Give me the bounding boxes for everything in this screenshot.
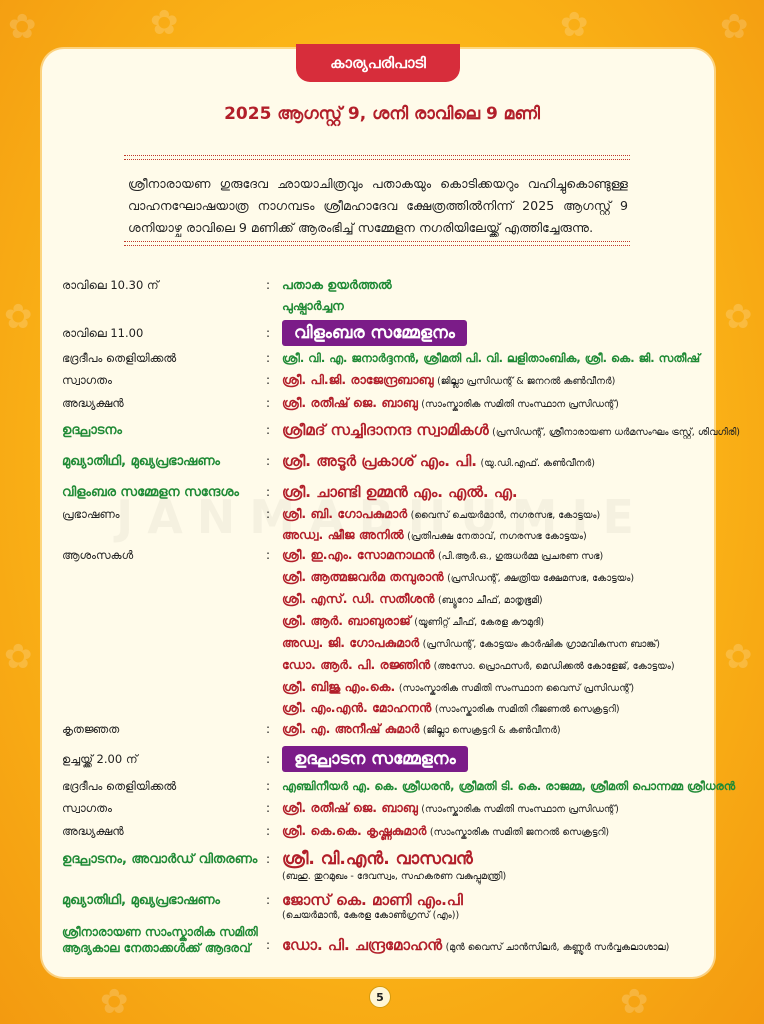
agenda-row: ആദ്യകാല നേതാക്കൾക്ക് ആദരവ് : ഡോ. പി. ചന്ദ്രമോഹൻ (മുൻ വൈസ് ചാൻസിലർ, കണ്ണൂർ സർവ്വകലാശാല) [62,936,670,955]
page-number: 5 [369,986,391,1008]
person-name: ശ്രീ. അടൂർ പ്രകാശ് എം. പി. [282,452,477,470]
person-role: (ചെയർമാൻ, കേരള കോൺഗ്രസ് (എം)) [282,910,460,921]
person-name: ശ്രീ. ആത്മജവർമ തമ്പുരാൻ [282,569,444,584]
session-title: ഉദ്ഘാടന സമ്മേളനം [282,746,468,772]
agenda-value: പുഷ്പാർച്ചന [282,298,344,313]
agenda-row [0,568,764,586]
agenda-label: മുഖ്യാതിഥി, മുഖ്യപ്രഭാഷണം [62,892,221,908]
person-role: (പ്രസിഡന്റ്, ക്ഷത്രിയ ക്ഷേമസഭ, കോട്ടയം) [447,573,635,584]
agenda-row: അദ്ധ്യക്ഷൻ : ശ്രീ. കെ.കെ. കൃഷ്ണകുമാർ (സാംസ്കാരിക സമിതി ജനറൽ സെക്രട്ടറി) [62,823,610,838]
agenda-row: സ്വാഗതം : ശ്രീ. പി.ജി. രാജേന്ദ്രബാബു (ജില്ലാ പ്രസിഡന്റ് & ജനറൽ കൺവീനർ) [62,372,616,387]
person-name: ശ്രീ. ചാണ്ടി ഉമ്മൻ എം. എൽ. എ. [282,483,518,501]
background-flower-pattern: ✿ [100,982,129,1022]
person-name: ശ്രീ. രതീഷ് ജെ. ബാബു [282,800,418,815]
person-name: ശ്രീ. എം.എൻ. മോഹനൻ [282,700,432,715]
agenda-label: അദ്ധ്യക്ഷൻ [62,395,124,410]
agenda-row: ഭദ്രദീപം തെളിയിക്കൽ : എഞ്ചിനീയർ എ. കെ. ശ്രീധരൻ, ശ്രീമതി ടി. കെ. രാജമ്മ, ശ്രീമതി പൊന്നമ്മ ശ്രീധരൻ [62,778,736,793]
person-role: (യൂണിറ്റ് ചീഫ്, കേരള കൗമുദി) [414,617,545,628]
agenda-row [0,656,764,674]
agenda-row: വിളംബര സമ്മേളന സന്ദേശം : ശ്രീ. ചാണ്ടി ഉമ്മൻ എം. എൽ. എ. [62,483,518,501]
agenda-value: പതാക ഉയർത്തൽ [282,277,392,292]
event-date: 2025 ആഗസ്റ്റ് 9, ശനി രാവിലെ 9 മണി [224,104,540,124]
agenda-label: കൃതജ്ഞത [62,721,120,736]
person-role: (പ്രതിപക്ഷ നേതാവ്, നഗരസഭ കോട്ടയം) [407,531,587,542]
background-flower-pattern: ✿ [4,637,33,677]
person-role: (സാംസ്കാരിക സമിതി സംസ്ഥാന പ്രസിഡന്റ്) [421,804,619,815]
person-role: (ജില്ലാ സെക്രട്ടറി & കൺവീനർ) [422,725,561,736]
person-name: അഡ്വ. ജി. ഗോപകുമാർ [282,635,420,650]
agenda-row: ഭദ്രദീപം തെളിയിക്കൽ : ശ്രീ. വി. എ. ജനാർദ്ദനൻ, ശ്രീമതി പി. വി. ലളിതാംബിക, ശ്രീ. കെ. ജി. സതീഷ് [62,350,701,365]
agenda-label: ആദ്യകാല നേതാക്കൾക്ക് ആദരവ് [62,941,251,955]
person-name: ശ്രീ. ബി. ഗോപകുമാർ [282,506,408,521]
person-role: (അസോ. പ്രൊഫസർ, മെഡിക്കൽ കോളേജ്, കോട്ടയം) [433,661,675,672]
agenda-row: അദ്ധ്യക്ഷൻ : ശ്രീ. രതീഷ് ജെ. ബാബു (സാംസ്കാരിക സമിതി സംസ്ഥാന പ്രസിഡന്റ്) [62,395,619,410]
agenda-label: ശ്രീനാരായണ സാംസ്കാരിക സമിതി [62,924,258,939]
agenda-row [0,298,764,314]
agenda-label: ഉദ്ഘാടനം [62,422,122,438]
person-name: ശ്രീ. ബിജു എം.കെ. [282,679,396,694]
agenda-label: അദ്ധ്യക്ഷൻ [62,823,124,838]
divider [124,155,630,160]
agenda-row: കൃതജ്ഞത : ശ്രീ. എ. അനീഷ് കുമാർ (ജില്ലാ സെക്രട്ടറി & കൺവീനർ) [62,721,561,736]
person-name: ഡോ. ആർ. പി. രജ്ഞിൻ [282,657,431,672]
agenda-row [0,699,764,717]
background-flower-pattern: ✿ [724,637,753,677]
agenda-row: മുഖ്യാതിഥി, മുഖ്യപ്രഭാഷണം : ശ്രീ. അടൂർ പ്രകാശ് എം. പി. (യു.ഡി.എഫ്. കൺവീനർ) [62,452,595,470]
agenda-label: മുഖ്യാതിഥി, മുഖ്യപ്രഭാഷണം [62,453,221,469]
person-role: (യു.ഡി.എഫ്. കൺവീനർ) [480,458,595,469]
agenda-label: ഉച്ചയ്ക്ക് 2.00 ന് [62,751,138,766]
agenda-label: സ്വാഗതം [62,800,112,815]
agenda-label: വിളംബര സമ്മേളന സന്ദേശം [62,484,239,500]
agenda-row: രാവിലെ 10.30 ന് : പതാക ഉയർത്തൽ [62,277,392,292]
person-role: (പ്രസിഡന്റ്, ശ്രീനാരായണ ധർമസംഘം ട്രസ്റ്റ്, ശിവഗിരി) [492,427,740,438]
person-role: (ബ്യൂറോ ചീഫ്, മാതൃഭൂമി) [437,595,543,606]
agenda-row: പ്രഭാഷണം : ശ്രീ. ബി. ഗോപകുമാർ (വൈസ് ചെയർമാൻ, നഗരസഭ, കോട്ടയം) [62,506,601,521]
agenda-row [0,590,764,608]
person-name: ശ്രീ. കെ.കെ. കൃഷ്ണകുമാർ [282,823,427,838]
agenda-row: സ്വാഗതം : ശ്രീ. രതീഷ് ജെ. ബാബു (സാംസ്കാരിക സമിതി സംസ്ഥാന പ്രസിഡന്റ്) [62,800,619,815]
agenda-row [0,612,764,630]
agenda-label: രാവിലെ 10.30 ന് [62,277,159,292]
session-title: വിളംബര സമ്മേളനം [282,320,467,346]
background-flower-pattern: ✿ [720,7,749,47]
agenda-row: ഉദ്ഘാടനം : ശ്രീമദ് സച്ചിദാനന്ദ സ്വാമികൾ (പ്രസിഡന്റ്, ശ്രീനാരായണ ധർമസംഘം ട്രസ്റ്റ്, ശിവഗിരി) [62,421,740,439]
agenda-label: ഉദ്ഘാടനം, അവാർഡ് വിതരണം [62,851,258,867]
person-name: അഡ്വ. ഷീജ അനിൽ [282,527,404,542]
person-name: ശ്രീ. ഇ.എം. സോമനാഥൻ [282,547,435,562]
person-name: ഡോ. പി. ചന്ദ്രമോഹൻ [282,936,443,954]
person-name: ശ്രീ. രതീഷ് ജെ. ബാബു [282,395,418,410]
agenda-row: ആശംസകൾ : ശ്രീ. ഇ.എം. സോമനാഥൻ (പി.ആർ.ഒ., ഗുരുധർമ്മ പ്രചരണ സഭ) [62,547,604,562]
background-flower-pattern: ✿ [4,297,33,337]
background-flower-pattern: ✿ [150,3,179,43]
person-role: (ബഹു. തുറമുഖം - ദേവസ്വം, സഹകരണ വകുപ്പുമന്ത്രി) [282,871,507,882]
person-role: (സാംസ്കാരിക സമിതി സംസ്ഥാന വൈസ് പ്രസിഡന്റ്) [398,683,635,694]
agenda-label: രാവിലെ 11.00 [62,325,144,340]
person-name: ശ്രീമദ് സച്ചിദാനന്ദ സ്വാമികൾ [282,421,489,439]
agenda-label: സ്വാഗതം [62,372,112,387]
agenda-value: എഞ്ചിനീയർ എ. കെ. ശ്രീധരൻ, ശ്രീമതി ടി. കെ. രാജമ്മ, ശ്രീമതി പൊന്നമ്മ ശ്രീധരൻ [282,778,736,793]
person-name: ശ്രീ. എസ്. ഡി. സതീശൻ [282,591,435,606]
agenda-value: ശ്രീ. വി. എ. ജനാർദ്ദനൻ, ശ്രീമതി പി. വി. ലളിതാംബിക, ശ്രീ. കെ. ജി. സതീഷ് [282,350,701,365]
person-name: ശ്രീ. ആർ. ബാബുരാജ് [282,613,411,628]
section-tab: കാര്യപരിപാടി [296,44,460,82]
agenda-label: പ്രഭാഷണം [62,506,120,521]
background-flower-pattern: ✿ [724,297,753,337]
person-name: ശ്രീ. വി.എൻ. വാസവൻ [282,849,473,869]
agenda-label: ഭദ്രദീപം തെളിയിക്കൽ [62,778,177,793]
person-role: (മുൻ വൈസ് ചാൻസിലർ, കണ്ണൂർ സർവ്വകലാശാല) [445,942,670,953]
person-role: (സാംസ്കാരിക സമിതി സംസ്ഥാന പ്രസിഡന്റ്) [421,399,619,410]
person-role: (വൈസ് ചെയർമാൻ, നഗരസഭ, കോട്ടയം) [410,510,601,521]
agenda-row: ഉദ്ഘാടനം, അവാർഡ് വിതരണം : ശ്രീ. വി.എൻ. വാസവൻ [62,849,473,869]
person-name: ശ്രീ. പി.ജി. രാജേന്ദ്രബാബു [282,372,434,387]
agenda-row: രാവിലെ 11.00 : വിളംബര സമ്മേളനം [0,319,764,347]
divider [124,241,630,246]
person-role: (സാംസ്കാരിക സമിതി ജനറൽ സെക്രട്ടറി) [429,827,610,838]
person-name: ശ്രീ. എ. അനീഷ് കുമാർ [282,721,420,736]
person-role: (പ്രസിഡന്റ്, കോട്ടയം കാർഷിക ഗ്രാമവികസന ബാങ്ക്) [422,639,660,650]
agenda-label: ആശംസകൾ [62,547,134,562]
agenda-row [0,526,764,544]
person-name: ജോസ് കെ. മാണി എം.പി [282,891,463,909]
agenda-label: ഭദ്രദീപം തെളിയിക്കൽ [62,350,177,365]
agenda-row: ഉച്ചയ്ക്ക് 2.00 ന് : ഉദ്ഘാടന സമ്മേളനം [0,744,764,774]
agenda-row [0,678,764,696]
background-flower-pattern: ✿ [620,982,649,1022]
background-flower-pattern: ✿ [8,7,37,47]
person-role: (ജില്ലാ പ്രസിഡന്റ് & ജനറൽ കൺവീനർ) [437,376,616,387]
intro-paragraph: ശ്രീനാരായണ ഗുരുദേവ ഛായാചിത്രവും പതാകയും കൊടിക്കയറും വഹിച്ചുകൊണ്ടുള്ള വാഹനഘോഷയാത്ര നാഗമ്പടം ശ്രീമഹാദേവ ക്ഷേത്രത്തിൽനിന്ന് 2025 ആഗസ്റ്റ് 9 ശനിയാഴ്ച രാവിലെ 9 മണിക്ക് ആരംഭിച്ച് സമ്മേളന നഗരിയിലേയ്ക്ക് എത്തിച്ചേരുന്നു. [128,176,628,235]
agenda-row: മുഖ്യാതിഥി, മുഖ്യപ്രഭാഷണം : ജോസ് കെ. മാണി എം.പി [62,891,463,909]
background-flower-pattern: ✿ [560,5,589,45]
person-role: (സാംസ്കാരിക സമിതി റീജണൽ സെക്രട്ടറി) [434,704,620,715]
agenda-row [0,634,764,652]
person-role: (പി.ആർ.ഒ., ഗുരുധർമ്മ പ്രചരണ സഭ) [437,551,604,562]
